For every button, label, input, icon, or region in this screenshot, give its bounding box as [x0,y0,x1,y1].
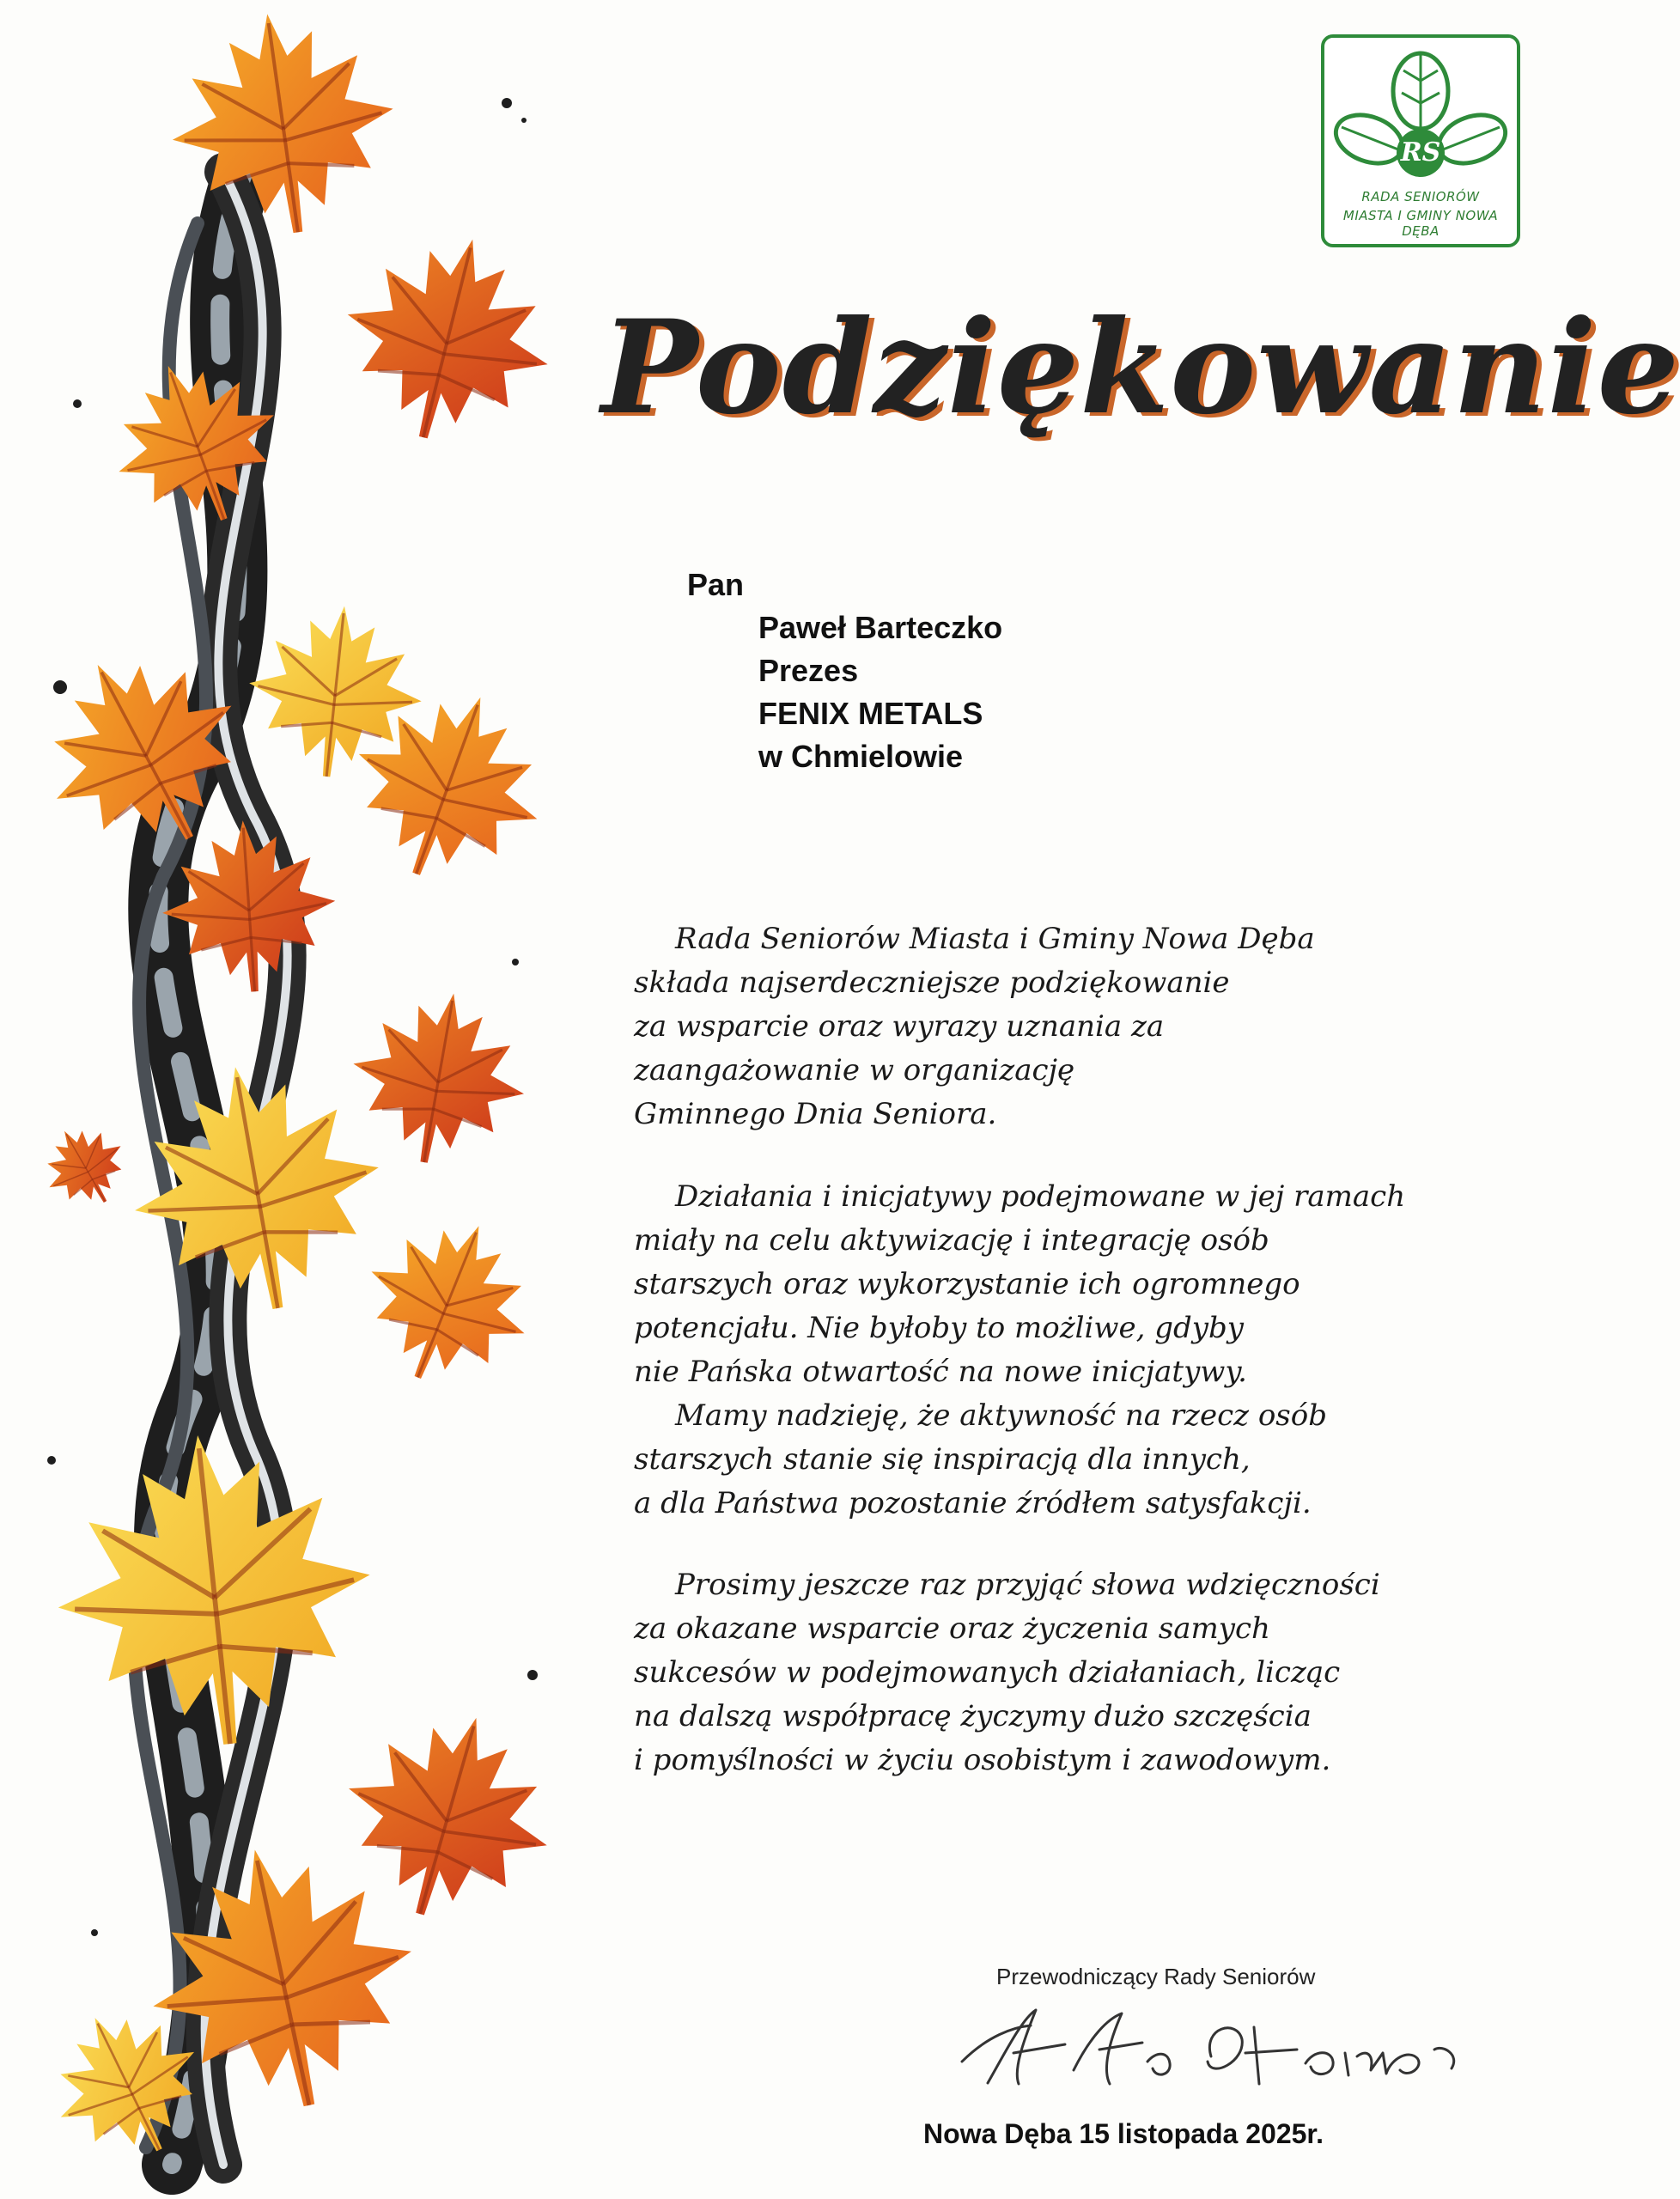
recipient-position: Prezes [758,653,859,688]
paragraph-line: i pomyślności w życiu osobistym i zawodowym. [634,1743,1331,1777]
recipient-name: Paweł Barteczko [758,610,1003,645]
handwritten-signature [953,2001,1469,2096]
paragraph-line: potencjału. Nie byłoby to możliwe, gdyby [634,1311,1244,1345]
paragraph-line: za okazane wsparcie oraz życzenia samych [634,1611,1270,1646]
signer-title: Przewodniczący Rady Seniorów [996,1964,1316,1989]
logo-monogram: RS [1400,137,1441,168]
paragraph-line: nie Pańska otwartość na nowe inicjatywy. [634,1355,1247,1389]
paragraph-line: Prosimy jeszcze raz przyjąć słowa wdzięczności [675,1568,1380,1602]
paragraph-line: Mamy nadzieję, że aktywność na rzecz osób [675,1398,1327,1433]
paragraph-line: starszych stanie się inspiracją dla innych, [634,1442,1251,1477]
recipient-company: FENIX METALS [758,696,983,731]
paragraph-line: sukcesów w podejmowanych działaniach, licząc [634,1655,1341,1690]
paragraph-line: starszych oraz wykorzystanie ich ogromnego [634,1267,1300,1301]
recipient-salutation: Pan [687,567,745,602]
body-paragraph-3 [634,1563,1519,1782]
body-paragraph-2 [634,1175,1519,1526]
paragraph-line: Rada Seniorów Miasta i Gminy Nowa Dęba [675,922,1315,956]
rada-seniorow-logo [1321,34,1520,247]
place-and-date: Nowa Dęba 15 listopada 2025r. [923,2118,1324,2149]
paragraph-line: zaangażowanie w organizację [634,1053,1075,1087]
autumn-leaves-illustration [0,0,567,2199]
paragraph-line: Działania i inicjatywy podejmowane w jej ramach [675,1179,1406,1214]
leaf-cluster [10,0,575,2183]
document-title: Podziękowanie [601,292,1680,443]
paragraph-line: miały na celu aktywizację i integrację osób [634,1223,1269,1258]
logo-line-2: MIASTA I GMINY NOWA DĘBA [1342,208,1499,239]
body-paragraph-1 [634,917,1519,1136]
paragraph-line: Gminnego Dnia Seniora. [634,1097,997,1131]
paragraph-line: na dalszą współpracę życzymy dużo szczęścia [634,1699,1312,1733]
recipient-location: w Chmielowie [758,739,964,774]
logo-line-1: RADA SENIORÓW [1361,189,1480,204]
paragraph-line: składa najserdeczniejsze podziękowanie [634,965,1230,1000]
paragraph-line: a dla Państwa pozostanie źródłem satysfakcji. [634,1486,1312,1520]
paragraph-line: za wsparcie oraz wyrazy uznania za [634,1009,1165,1044]
